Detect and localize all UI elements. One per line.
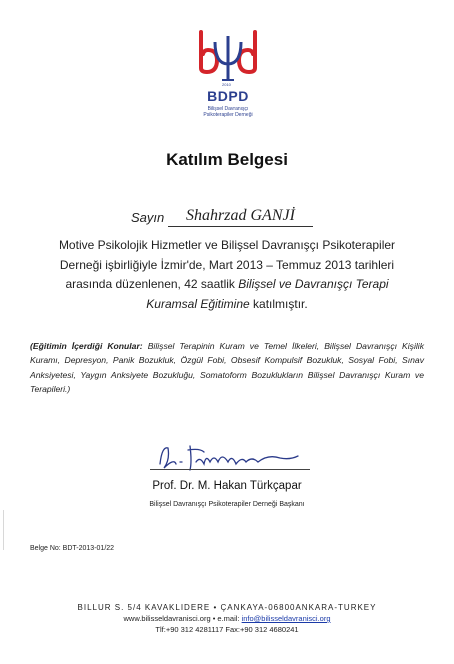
margin-mark	[3, 510, 4, 550]
body-line-1: Motive Psikolojik Hizmetler ve Bilişsel Davranışçı Psikoterapiler	[58, 238, 396, 252]
footer-email-link[interactable]: info@bilisseldavranisci.org	[241, 614, 331, 623]
psi-logo-icon	[195, 28, 261, 86]
certificate-title: Katılım Belgesi	[166, 150, 288, 169]
recipient-name: Shahrzad GANJİ	[186, 207, 295, 224]
course-contents	[30, 339, 424, 396]
course-contents-label: (Eğitimin İçerdiği Konular:	[30, 341, 143, 351]
signature-line	[150, 469, 310, 470]
document-number: Belge No: BDT-2013-01/22	[30, 545, 115, 552]
footer-website: www.bilisseldavranisci.org • e.mail:	[123, 614, 240, 623]
salutation-row	[0, 207, 454, 229]
signer-name: Prof. Dr. M. Hakan Türkçapar	[152, 480, 302, 492]
bdpd-logo	[195, 28, 261, 123]
recipient-underline	[168, 226, 313, 227]
footer-web	[0, 614, 454, 623]
body-line-2: Derneği işbirliğiyle İzmir'de, Mart 2013 – Temmuz 2013 tarihleri	[59, 257, 395, 272]
logo-subtitle-line1: Bilişsel Davranışçı	[207, 106, 249, 112]
logo-name: BDPD	[207, 88, 249, 104]
course-name: Bilişsel ve Davranışçı Terapi	[238, 277, 389, 291]
logo-year: 2010	[222, 82, 231, 87]
certificate-body	[30, 236, 424, 314]
body-line-3-start: arasında düzenlenen, 42 saatlik	[65, 277, 235, 291]
course-contents-text: Bilişsel Terapinin Kuram ve Temel İlkeleri, Bilişsel Davranışçı Kişilik Kuramı, Depresyon, Panik Bozukluk, Özgül Fobi, Obsesif Kompulsif Bozukluk, Sosyal Fobi, Sınav Anksiyetesi, Yaygın Anksiyete Bozukluğu, Somatoform Bozuklukların Bilişsel Davranışçı Kuram ve Terapileri.)	[30, 341, 424, 394]
body-line-4-end: katılmıştır.	[253, 296, 308, 311]
signer-role: Bilişsel Davranışçı Psikoterapiler Derneği Başkanı	[149, 501, 305, 508]
footer-address: BILLUR S. 5/4 KAVAKLIDERE • ÇANKAYA-06800ANKARA-TURKEY	[77, 603, 377, 612]
body-line-3	[30, 275, 424, 295]
signature-icon	[150, 440, 310, 476]
footer-phone: Tlf:+90 312 4281117 Fax:+90 312 4680241	[155, 625, 299, 634]
body-line-4	[30, 295, 424, 315]
logo-subtitle-line2: Psikoterapiler Derneği	[203, 112, 253, 118]
salutation: Sayın	[131, 210, 165, 225]
course-type: Kuramsal Eğitimine	[146, 296, 250, 311]
